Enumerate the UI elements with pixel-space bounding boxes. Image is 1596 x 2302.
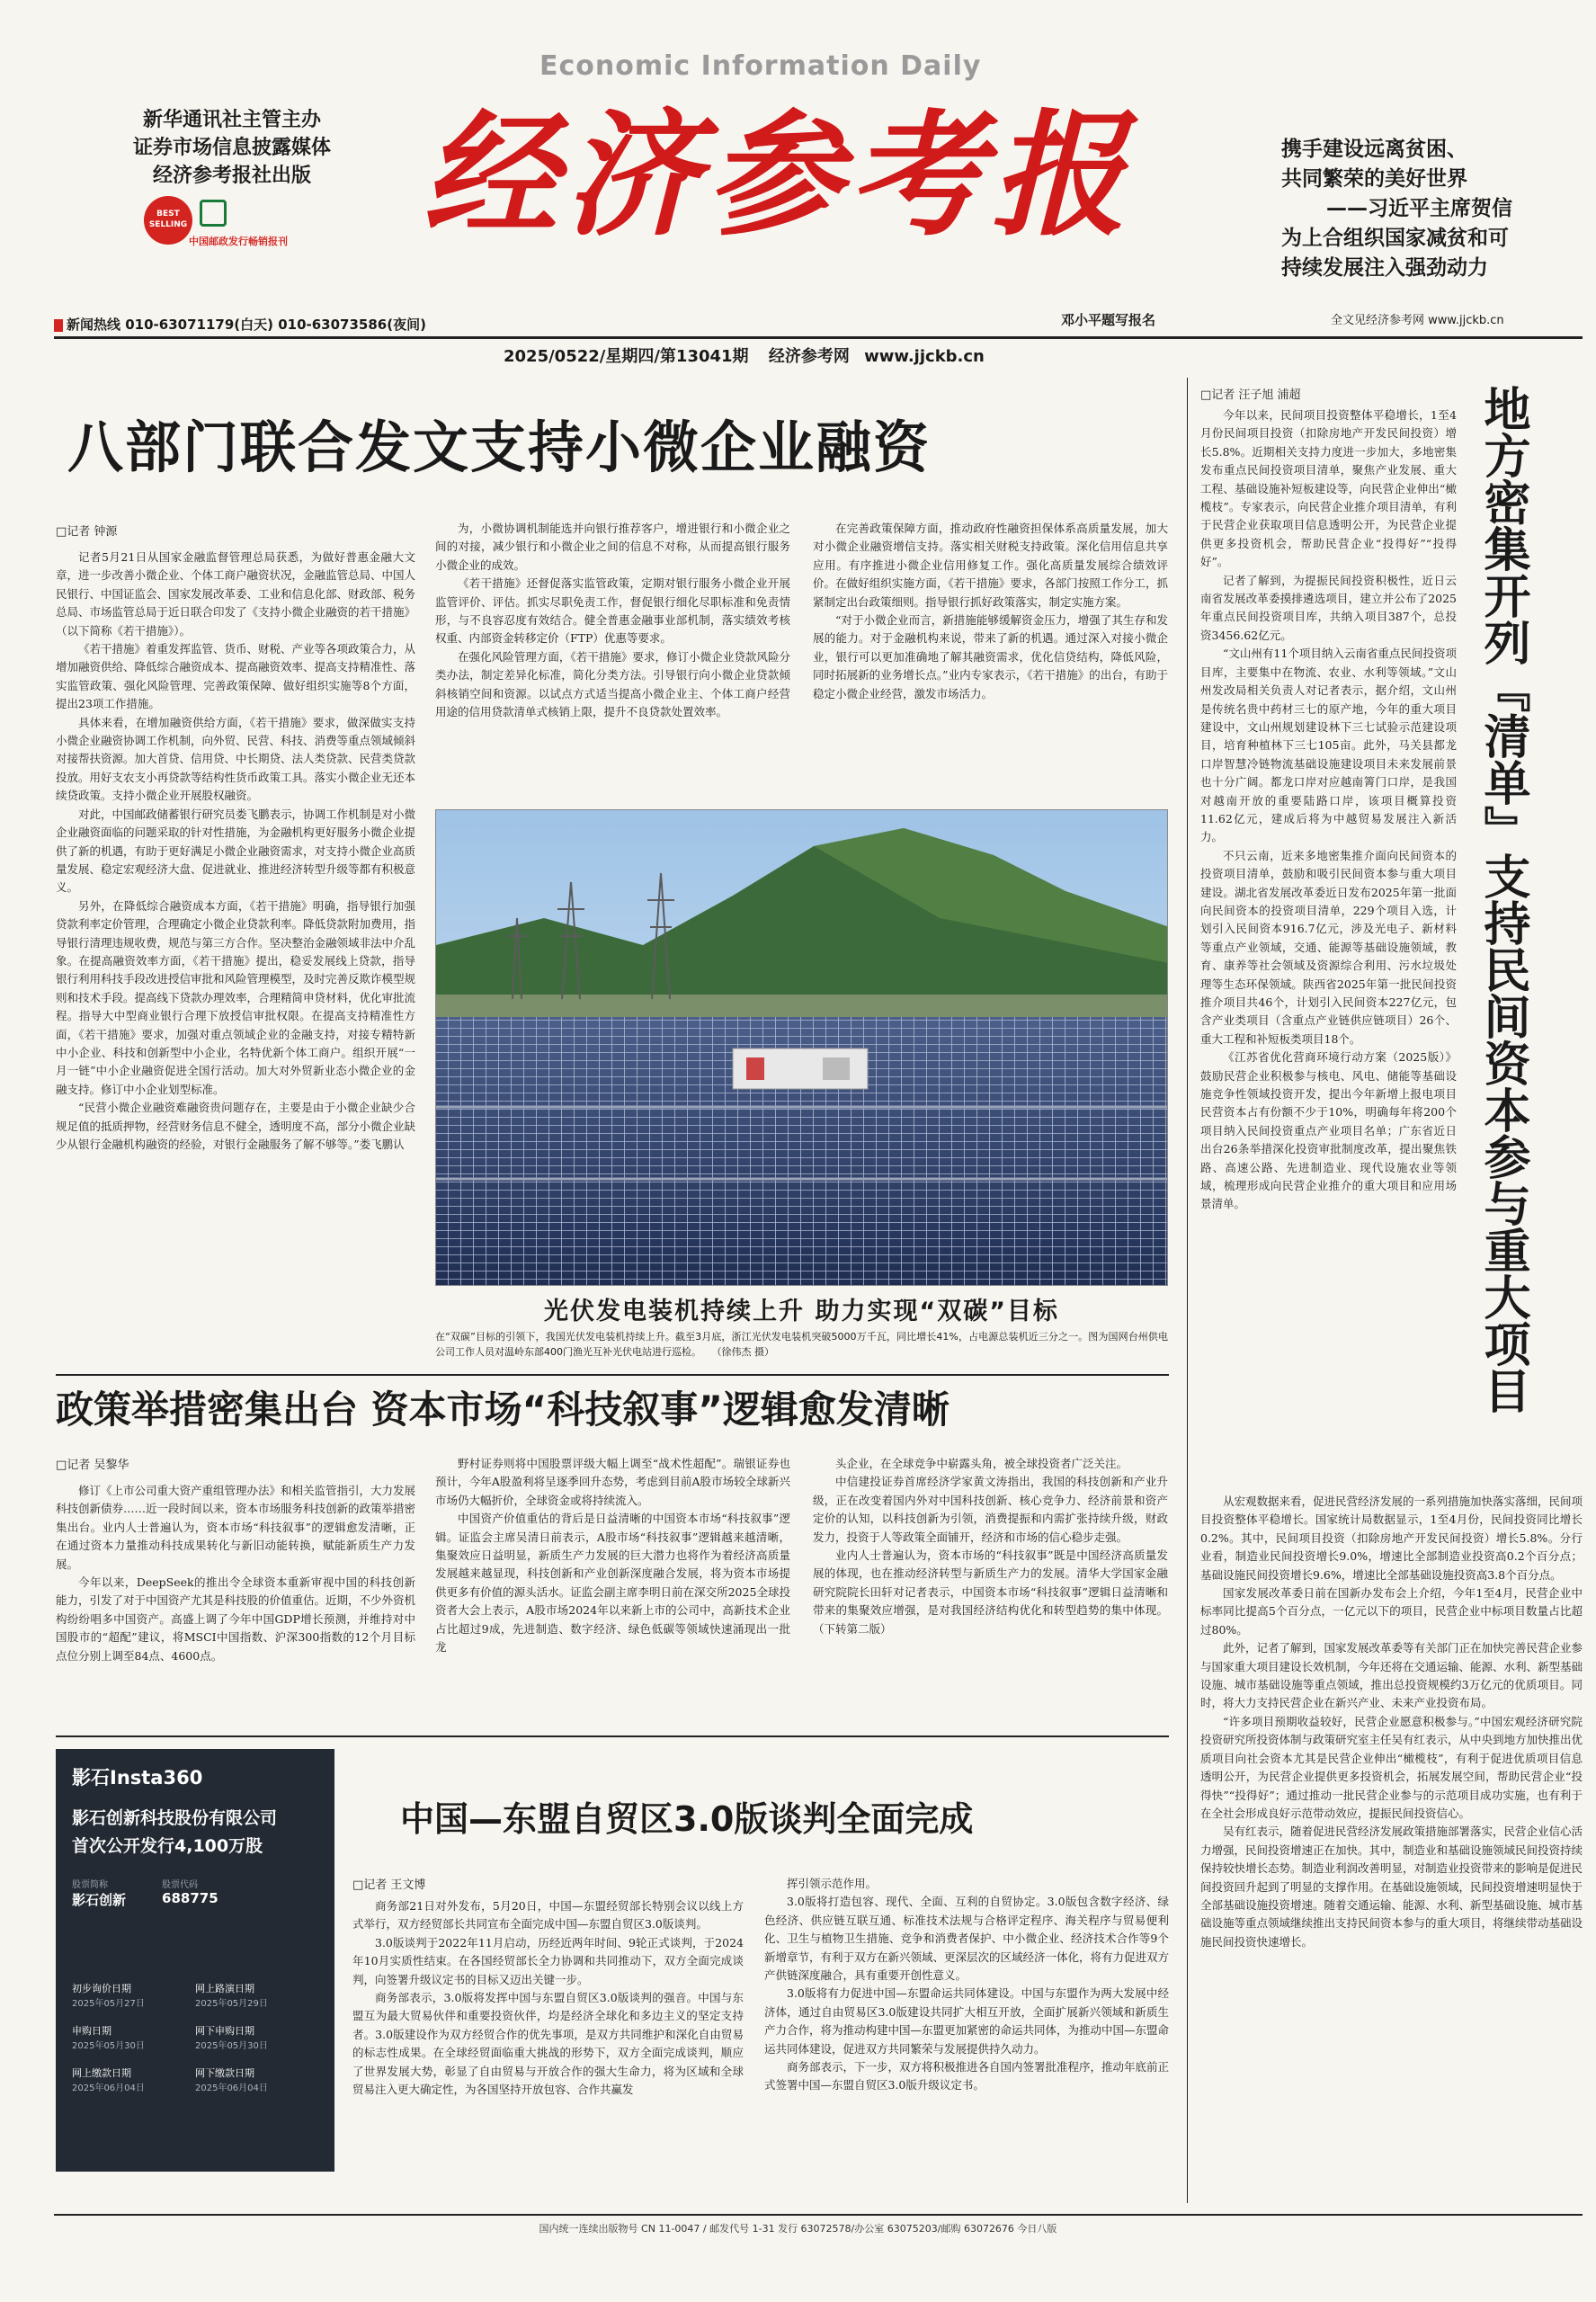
hotline: [54, 315, 426, 334]
hotline-text: 新闻热线 010-63071179(白天) 010-63073586(夜间): [67, 317, 426, 333]
article1-col2: [435, 520, 790, 721]
ad-schedule: [72, 1981, 318, 2093]
sponsor-block: [115, 106, 349, 190]
right-headline-line: 为上合组织国家减贫和可: [1281, 227, 1509, 250]
schedule-date: 2025年05月29日: [195, 1999, 268, 2009]
paragraph: 吴有红表示，随着促进民营经济发展政策措施部署落实，民营企业信心活力增强，民间投资增速正在加快。其中，制造业和基础设施领域民间投资持续保持较快增长态势。制造业利润改善明显，对制造业投资带来的影响是促进民间投资回升起到了明显的支撑作用。在基础设施领域，民间投资增速明显快于全部基础设施投资增速。随着交通运输、能源、水利、新型基础设施、城市基础设施等重点领域继续推出支持民间资本参与的重大项目，将继续带动基础设施民间投资快速增长。: [1200, 1825, 1583, 1949]
paragraph: 3.0版将打造包容、现代、全面、互利的自贸协定。3.0版包含数字经济、绿色经济、供应链互联互通、标准技术法规与合格评定程序、海关程序与贸易便利化、卫生与植物卫生措施、竞争和消费者保护、中小微企业、经济技术合作等9个新增章节，有利于双方在新兴领域、更深层次的区域经济一体化，将有力促进双方产供链深度融合，具有重要开创性意义。: [764, 1895, 1170, 1983]
site-name: 经济参考网: [768, 347, 850, 366]
schedule-label: 网下缴款日期: [195, 2067, 254, 2079]
photo-caption-text: 在“双碳”目标的引领下，我国光伏发电装机持续上升。截至3月底，浙江光伏发电装机突破5000万千瓦，同比增长41%，占电源总装机近三分之一。图为国网台州供电公司工作人员对温岭东部400门渔光互补光伏电站进行巡检。: [435, 1331, 1168, 1358]
paragraph: 商务部表示，下一步，双方将积极推进各自国内签署批准程序，推动年底前正式签署中国—东盟自贸区3.0版升级议定书。: [764, 2060, 1170, 2092]
paragraph: 另外，在降低综合融资成本方面，《若干措施》明确，指导银行加强贷款利率定价管理，合理确定小微企业贷款利率。降低贷款附加费用，指导银行清理违规收费，规范与第三方合作。坚决整治金融领域非法中介乱象。在提高融资效率方面，《若干措施》提出，稳妥发展线上贷款，指导银行利用科技手段改进授信审批和风险管理模型，及时完善反欺诈模型规则和技术手段。提高线下贷款办理效率，合理精简申贷材料，优化审批流程。指导大中型商业银行合理下放授信审批权限。在提高支持精准性方面，《若干措施》要求，加强对重点领域企业的金融支持，对接专精特新中小企业、科技和创新型中小企业，名特优新个体工商户。组织开展“一月一链”中小企业融资促进全国行活动。加大对外贸新业态小微企业的金融支持。修订中小企业划型标准。: [56, 898, 416, 1096]
paragraph: 商务部21日对外发布，5月20日，中国—东盟经贸部长特别会议以线上方式举行，双方经贸部长共同宣布全面完成中国—东盟自贸区3.0版谈判。: [352, 1899, 744, 1932]
paragraph: 为，小微协调机制能选并向银行推荐客户，增进银行和小微企业之间的对接，减少银行和小微企业之间的信息不对称，从而提高银行服务小微企业的成效。: [435, 522, 790, 572]
right-note: 全文见经济参考网 www.jjckb.cn: [1331, 314, 1504, 327]
article2-col2: [435, 1455, 790, 1656]
section-divider: [56, 1735, 1169, 1737]
newspaper-logo: 经济参考报: [423, 96, 1134, 254]
paragraph: 《江苏省优化营商环境行动方案（2025版）》鼓励民营企业积极参与核电、风电、储能等基础设施竞争性领域投资开发，提出今年新增上报电项目民营资本占有份额不少于10%，明确每年将200个项目纳入民间投资重点产业项目名单；广东省近日出台26条举措深化投资审批制度改革，提出聚焦铁路、高速公路、先进制造业、现代设施农业等领域，梳理形成向民营企业推介的重大项目和应用场景清单。: [1200, 1050, 1457, 1211]
paragraph: “民营小微企业融资难融资贵问题存在，主要是由于小微企业缺少合规足值的抵质押物，经营财务信息不健全，透明度不高，部分小微企业缺少从银行金融机构融资的经验，对银行金融服务了解不够等。”娄飞鹏认: [56, 1101, 416, 1151]
sidebar-byline: □记者 汪子旭 浦超: [1200, 388, 1301, 402]
paragraph: 野村证券则将中国股票评级大幅上调至“战术性超配”。瑞银证券也预计，今年A股盈利将呈逐季回升态势，考虑到目前A股市场较全球新兴市场仍大幅折价，全球资金或将持续流入。: [435, 1457, 790, 1507]
footer: 国内统一连续出版物号 CN 11-0047 / 邮发代号 1-31 发行 63072578/办公室 63075203/邮购 63072676 今日八版: [539, 2223, 1057, 2235]
photo-caption-body: [435, 1329, 1168, 1360]
sidebar-body-continued: [1200, 1493, 1583, 1951]
article2-col1: [56, 1482, 415, 1665]
ad-short-name: 影石创新: [72, 1892, 127, 1908]
sponsor-line: 经济参考报社出版: [152, 165, 311, 187]
sidebar-body: [1200, 406, 1457, 1214]
paragraph: 3.0版将有力促进中国—东盟命运共同体建设。中国与东盟作为两大发展中经济体，通过自由贸易区3.0版建设共同扩大相互开放，全面扩展新兴领域和新质生产力合作，将为推动构建中国—东盟更加紧密的命运共同体，为推动中国—东盟命运共同体建设，促进双方共同繁荣与发展提供持久动力。: [764, 1986, 1170, 2056]
english-title: Economic Information Daily: [539, 50, 982, 82]
paragraph: 记者了解到，为提振民间投资积极性，近日云南省发展改革委摸排遴选项目，建立并公布了2025年重点民间投资项目库，共纳入项目387个，总投资3456.62亿元。: [1200, 573, 1457, 642]
masthead-divider: [54, 336, 1583, 339]
section-divider: [56, 1374, 1169, 1376]
post-logo-icon: [200, 200, 227, 227]
paragraph: 业内人士普遍认为，资本市场的“科技叙事”既是中国经济高质量发展的体现，也在推动经济转型与新质生产力的发展。清华大学国家金融研究院院长田轩对记者表示，中国资本市场“科技叙事”逻辑日益清晰和带来的集聚效应增强，是对我国经济结构优化和转型趋势的集中体现。（下转第二版）: [813, 1548, 1168, 1636]
paragraph: “对于小微企业而言，新措施能够缓解资金压力，增强了其生存和发展的能力。对于金融机构来说，带来了新的机遇。通过深入对接小微企业，银行可以更加准确地了解其融资需求，优化信贷结构，降低风险，同时拓展新的业务增长点。”业内专家表示，《若干措施》的出台，有助于稳定小微企业经营，激发市场活力。: [813, 613, 1168, 700]
ad-label: 股票代码: [162, 1880, 199, 1890]
ad-brand: 影石Insta360: [72, 1767, 203, 1789]
paragraph: 在完善政策保障方面，推动政府性融资担保体系高质量发展，加大对小微企业融资增信支持。落实相关财税支持政策。深化信用信息共享应用。有序推进小微企业信用修复工作。强化高质量发展综合绩效评价。在做好组织实施方面，《若干措施》要求，各部门按照工作分工，抓紧制定出台政策细则。指导银行抓好政策落实，制定实施方案。: [813, 522, 1168, 609]
paragraph: 《若干措施》还督促落实监管政策，定期对银行服务小微企业开展监管评价、评估。抓实尽职免责工作，督促银行细化尽职标准和免责情形，与不良容忍度有效结合。健全普惠金融事业部机制，落实绩效考核权重、内部资金转移定价（FTP）优惠等要求。: [435, 576, 790, 646]
paragraph: 中国资产价值重估的背后是日益清晰的中国资本市场“科技叙事”逻辑。证监会主席吴清日前表示，A股市场“科技叙事”逻辑越来越清晰，集聚效应日益明显，新质生产力发展的巨大潜力也将作为着经济高质量发展越来越显现，科技创新和产业创新深度融合发展，将为资本市场提供更多有价值的源头活水。证监会副主席李明日前在深交所2025全球投资者大会上表示，A股市场2024年以来新上市的公司中，高新技术企业占比超过9成，先进制造、数字经济、绿色低碳等领域快速涌现出一批龙: [435, 1512, 790, 1655]
paragraph: 记者5月21日从国家金融监督管理总局获悉，为做好普惠金融大文章，进一步改善小微企业、个体工商户融资状况，金融监管总局、中国人民银行、中国证监会、国家发展改革委、工业和信息化部、财政部、税务总局、市场监管总局于近日联合印发了《支持小微企业融资的若干措施》（以下简称《若干措施》）。: [56, 550, 416, 638]
schedule-date: 2025年05月27日: [72, 1999, 145, 2009]
paragraph: 从宏观数据来看，促进民营经济发展的一系列措施加快落实落细，民间项目投资整体平稳增长。国家统计局数据显示，1至4月份，民间投资同比增长0.2%。其中，民间项目投资（扣除房地产开发民间投资）增长5.8%。分行业看，制造业民间投资增长9.0%，增速比全部制造业投资高0.2个百分点；基础设施民间投资增长9.6%，增速比全部基础设施投资高3.8个百分点。: [1200, 1495, 1583, 1582]
issue-info-bar: [504, 344, 985, 367]
schedule-label: 网上路演日期: [195, 1983, 254, 1994]
right-headline-line: ——习近平主席贺信: [1326, 197, 1512, 220]
sidebar-divider: [1187, 378, 1188, 2203]
right-headline: [1281, 135, 1578, 283]
paragraph: 修订《上市公司重大资产重组管理办法》和相关监管指引，大力发展科技创新债券……近一段时间以来，资本市场服务科技创新的政策举措密集出台。业内人士普遍认为，资本市场“科技叙事”的逻辑愈发清晰，正在通过资本力量推动科技成果转化与新旧动能转换，赋能新质生产力发展。: [56, 1484, 416, 1571]
badge-seal: BEST SELLING: [144, 196, 192, 245]
schedule-label: 网上缴款日期: [72, 2067, 131, 2079]
solar-farm-photo: [435, 809, 1168, 1286]
paragraph: 中信建投证券首席经济学家黄文涛指出，我国的科技创新和产业升级，正在改变着国内外对中国科技创新、核心竞争力、经济前景和资产定价的认知，以科技创新为引领，消费提振和内需扩张持续升级，财政发力，投资于人等政策全面铺开，经济和市场的信心稳步走强。: [813, 1475, 1168, 1544]
schedule-date: 2025年05月30日: [72, 2041, 145, 2051]
article3-col2: [764, 1875, 1169, 2095]
paragraph: 挥引领示范作用。: [787, 1877, 878, 1890]
article2-headline: 政策举措密集出台 资本市场“科技叙事”逻辑愈发清晰: [56, 1387, 950, 1432]
ipo-advertisement: [56, 1749, 334, 2172]
article3-byline: □记者 王文博: [352, 1878, 426, 1892]
article3-col1: [352, 1897, 744, 2099]
best-selling-caption: 中国邮政发行畅销报刊: [189, 236, 288, 247]
right-headline-line: 携手建设远离贫困、: [1281, 138, 1467, 161]
schedule-date: 2025年05月30日: [195, 2041, 268, 2051]
paragraph: “许多项目预期收益较好，民营企业愿意积极参与。”中国宏观经济研究院投资研究所投资体制与政策研究室主任吴有红表示，从中央到地方加快推出优质项目向社会资本尤其是民营企业伸出“橄榄枝”，有利于促进优质项目信息透明公开，为民营企业提供更多投资机会，拓展发展空间，帮助民营企业“投得快”“投得好”；通过推动一批民营企业参与的示范项目成功实施，也有利于在全社会形成良好示范带动效应，提振民间投资信心。: [1200, 1714, 1583, 1820]
schedule-label: 申购日期: [72, 2025, 111, 2037]
logo-inscription: 邓小平题写报名: [1061, 312, 1156, 328]
schedule-date: 2025年06月04日: [72, 2083, 145, 2093]
paragraph: 今年以来，DeepSeek的推出令全球资本重新审视中国的科技创新能力，引发了对于中国资产尤其是科技股的价值重估。近期，不少外资机构纷纷唱多中国资产。高盛上调了今年中国GDP增长预测，并维持对中国股市的“超配”建议，将MSCI中国指数、沪深300指数的12个月目标点位分别上调至84点、4600点。: [56, 1575, 416, 1663]
photo-caption-title: 光伏发电装机持续上升 助力实现“双碳”目标: [544, 1298, 1059, 1325]
schedule-label: 网下申购日期: [195, 2025, 254, 2037]
ad-label: 股票简称: [72, 1880, 108, 1890]
ad-company: 影石创新科技股份有限公司: [72, 1808, 278, 1828]
article1-col3: [813, 520, 1168, 703]
issue-info: 2025/0522/星期四/第13041期: [504, 347, 749, 366]
sidebar-headline: 地方密集开列『清单』支持民间资本参与重大项目: [1476, 385, 1529, 1414]
article2-byline: □记者 吴黎华: [56, 1459, 129, 1472]
paragraph: 国家发展改革委日前在国新办发布会上介绍，今年1至4月，民营企业中标率同比提高5个百分点，一亿元以下的项目，民营企业中标项目数量占比超过80%。: [1200, 1586, 1583, 1637]
solar-farm-illustration: [436, 810, 1168, 1286]
paragraph: 今年以来，民间项目投资整体平稳增长，1至4月份民间项目投资（扣除房地产开发民间投资）增长5.8%。近期相关支持力度进一步加大，多地密集发布重点民间投资项目清单，聚焦产业发展、重大工程、基础设施补短板建设等，向民营企业伸出“橄榄枝”。专家表示，向民营企业推介项目清单，有利于民营企业获取项目信息透明公开，为民营企业提供更多投资机会，帮助民营企业“投得好”“投得好”。: [1200, 408, 1457, 569]
paragraph: “文山州有11个项目纳入云南省重点民间投资项目库，主要集中在物流、农业、水利等领域。”文山州发改局相关负责人对记者表示，据介绍，文山州是传统名贵中药材三七的原产地，今年的重大项目建设中，文山州规划建设林下三七试验示范建设项目，培育种植林下三七105亩。此外，马关县都龙口岸智慧冷链物流基础设施建设项目未来发展前景也十分广阔。都龙口岸对应越南箐门口岸，是我国对越南开放的重要陆路口岸，该项目概算投资11.62亿元，建成后将为中越贸易发展注入新活力。: [1200, 647, 1457, 844]
paragraph: 在强化风险管理方面，《若干措施》要求，修订小微企业贷款风险分类办法，制定差异化标准，简化分类方法。引导银行向小微企业贷款倾斜核销空间和资源。以试点方式适当提高小微企业主、个体工商户经营用途的信用贷款清单式核销上限，提升不良贷款处置效率。: [435, 649, 790, 719]
schedule-date: 2025年06月04日: [195, 2083, 268, 2093]
paragraph: 不只云南，近来多地密集推介面向民间资本的投资项目清单，鼓励和吸引民间资本参与重大项目建设。湖北省发展改革委近日发布2025年第一批面向民间资本的投资项目清单，229个项目入选，计划引入民间资本916.7亿元，涉及光电子、新材料等重点产业领域，交通、能源等基础设施领域，教育、康养等社会领域及资源综合利用、污水垃圾处理等生态环保领域。陕西省2025年第一批民间投资推介项目共46个，计划引入民间资本227亿元，包含产业类项目（含重点产业链供应链项目）26个、重大工程和补短板类项目18个。: [1200, 848, 1457, 1046]
paragraph: 具体来看，在增加融资供给方面，《若干措施》要求，做深做实支持小微企业融资协调工作机制，向外贸、民营、科技、消费等重点领域倾斜对接帮扶资源。加大首贷、信用贷、中长期贷、法人类贷款、民营类贷款投放。用好支农支小再贷款等结构性货币政策工具。落实小微企业无还本续贷政策。支持小微企业开展股权融资。: [56, 715, 416, 803]
site-url[interactable]: www.jjckb.cn: [864, 347, 985, 366]
ad-code: 688775: [162, 1890, 218, 1906]
right-headline-line: 共同繁荣的美好世界: [1281, 167, 1467, 191]
right-headline-line: 持续发展注入强劲动力: [1281, 256, 1488, 280]
photo-credit: （徐伟杰 摄）: [711, 1346, 774, 1358]
paragraph: 头企业，在全球竞争中崭露头角，被全球投资者广泛关注。: [835, 1457, 1128, 1470]
sponsor-line: 新华通讯社主管主办: [142, 109, 321, 131]
paragraph: 3.0版谈判于2022年11月启动，历经近两年时间、9轮正式谈判，于2024年10月实质性结束。在各国经贸部长全力协调和共同推动下，双方全面完成谈判，向签署升级议定书的目标又迈出关键一步。: [352, 1935, 744, 1986]
paragraph: 对此，中国邮政储蓄银行研究员娄飞鹏表示，协调工作机制是对小微企业融资面临的问题采取的针对性措施，为金融机构更好服务小微企业提供了新的机遇，有助于更好满足小微企业融资需求，对支持小微企业高质量发展、稳定宏观经济大盘、促进就业、推进经济转型升级等都有积极意义。: [56, 807, 416, 895]
ad-offering: 首次公开发行4,100万股: [72, 1836, 263, 1856]
paragraph: 《若干措施》着重发挥监管、货币、财税、产业等各项政策合力，从增加融资供给、降低综合融资成本、提高融资效率、提高支持精准性、落实监管政策、强化风险管理、完善政策保障、做好组织实施等8个方面，提出23项工作措施。: [56, 642, 416, 711]
schedule-label: 初步询价日期: [72, 1983, 131, 1994]
article2-col3: [813, 1455, 1168, 1638]
hotline-marker-icon: [54, 319, 63, 332]
article1-headline: 八部门联合发文支持小微企业融资: [67, 415, 932, 480]
article1-byline: □记者 钟源: [56, 525, 118, 539]
article1-col1: [56, 549, 415, 1154]
sponsor-line: 证券市场信息披露媒体: [132, 137, 331, 159]
footer-divider: [54, 2214, 1583, 2216]
article3-headline: 中国—东盟自贸区3.0版谈判全面完成: [400, 1799, 974, 1839]
paragraph: 商务部表示，3.0版将发挥中国与东盟自贸区3.0版谈判的强音。中国与东盟互为最大贸易伙伴和重要投资伙伴，均是经济全球化和多边主义的坚定支持者。3.0版建设作为双方经贸合作的优先事项，是双方共同维护和深化自由贸易的标志性成果。在全球经贸面临重大挑战的形势下，双方全面完成谈判，顺应了世界发展大势，彰显了自由贸易与开放合作的强大生命力，将为区域和全球贸易注入更大确定性，为各国坚持开放包容、合作共赢发: [352, 1991, 744, 2097]
best-selling-badge-icon: [144, 194, 324, 250]
paragraph: 此外，记者了解到，国家发展改革委等有关部门正在加快完善民营企业参与国家重大项目建设长效机制，今年还将在交通运输、能源、水利、新型基础设施、城市基础设施等重点领域，推出总投资规模约3万亿元的优质项目。同时，将大力支持民营企业在新兴产业、未来产业投资布局。: [1200, 1641, 1583, 1710]
